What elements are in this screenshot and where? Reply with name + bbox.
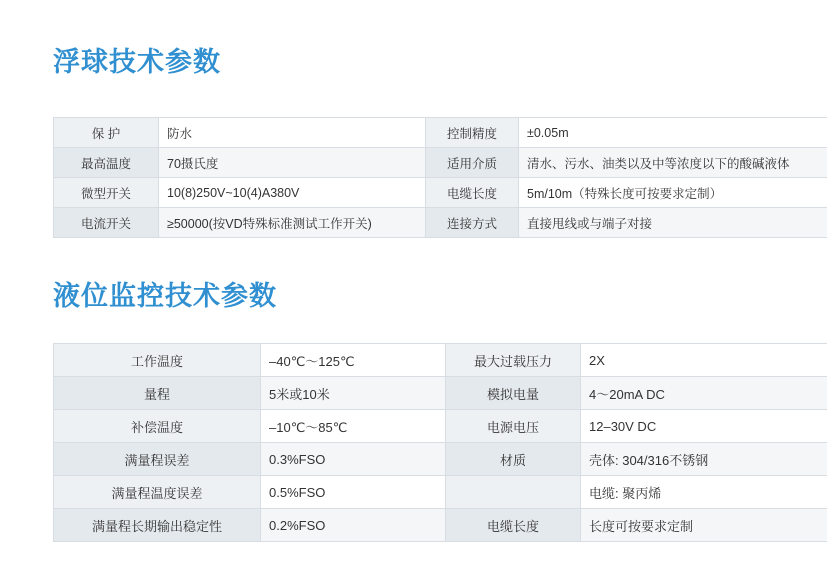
row-value-1: 5米或10米 <box>261 377 446 410</box>
row-value-2: 直接甩线或与端子对接 <box>519 208 827 238</box>
row-value-2: 4～20mA DC <box>581 377 827 410</box>
row-value-1: 70摄氏度 <box>159 148 426 178</box>
row-label-1: 工作温度 <box>54 344 261 377</box>
row-value-2: 12–30V DC <box>581 410 827 443</box>
row-label-2: 材质 <box>446 443 581 476</box>
row-label-2: 最大过载压力 <box>446 344 581 377</box>
row-label-1: 满量程误差 <box>54 443 261 476</box>
row-label-1: 保 护 <box>54 118 159 148</box>
row-label-2: 控制精度 <box>426 118 519 148</box>
table-row <box>54 148 827 178</box>
row-label-2: 连接方式 <box>426 208 519 238</box>
row-value-2: 电缆: 聚丙烯 <box>581 476 827 509</box>
row-value-1: 0.2%FSO <box>261 509 446 542</box>
row-label-1: 最高温度 <box>54 148 159 178</box>
row-value-1: 10(8)250V~10(4)A380V <box>159 178 426 208</box>
row-value-2: ±0.05m <box>519 118 827 148</box>
row-value-1: 0.3%FSO <box>261 443 446 476</box>
row-label-2: 模拟电量 <box>446 377 581 410</box>
row-value-1: 防水 <box>159 118 426 148</box>
table-row <box>54 208 827 238</box>
row-label-1: 量程 <box>54 377 261 410</box>
table-row <box>54 344 827 377</box>
row-label-2: 电缆长度 <box>446 509 581 542</box>
row-value-2: 长度可按要求定制 <box>581 509 827 542</box>
row-value-2: 清水、污水、油类以及中等浓度以下的酸碱液体 <box>519 148 827 178</box>
table-row <box>54 118 827 148</box>
row-value-2: 2X <box>581 344 827 377</box>
row-value-1: –10℃～85℃ <box>261 410 446 443</box>
table-row <box>54 443 827 476</box>
page-title-level-monitor: 液位监控技术参数 <box>53 281 277 311</box>
row-label-1: 满量程温度误差 <box>54 476 261 509</box>
row-label-1: 电流开关 <box>54 208 159 238</box>
page-title-float-ball: 浮球技术参数 <box>53 47 221 77</box>
table-row <box>54 509 827 542</box>
row-label-2: 适用介质 <box>426 148 519 178</box>
row-value-1: 0.5%FSO <box>261 476 446 509</box>
row-label-2: 电缆长度 <box>426 178 519 208</box>
row-label-1: 微型开关 <box>54 178 159 208</box>
row-label-2 <box>446 476 581 509</box>
spec-table-level-monitor <box>53 343 827 542</box>
row-label-1: 补偿温度 <box>54 410 261 443</box>
row-label-2: 电源电压 <box>446 410 581 443</box>
row-value-2: 5m/10m（特殊长度可按要求定制） <box>519 178 827 208</box>
row-label-1: 满量程长期输出稳定性 <box>54 509 261 542</box>
table-row <box>54 377 827 410</box>
spec-table-float-ball <box>53 117 827 238</box>
table-row <box>54 476 827 509</box>
row-value-1: –40℃～125℃ <box>261 344 446 377</box>
table-row <box>54 178 827 208</box>
table-row <box>54 410 827 443</box>
row-value-2: 壳体: 304/316不锈钢 <box>581 443 827 476</box>
row-value-1: ≥50000(按VD特殊标准测试工作开关) <box>159 208 426 238</box>
